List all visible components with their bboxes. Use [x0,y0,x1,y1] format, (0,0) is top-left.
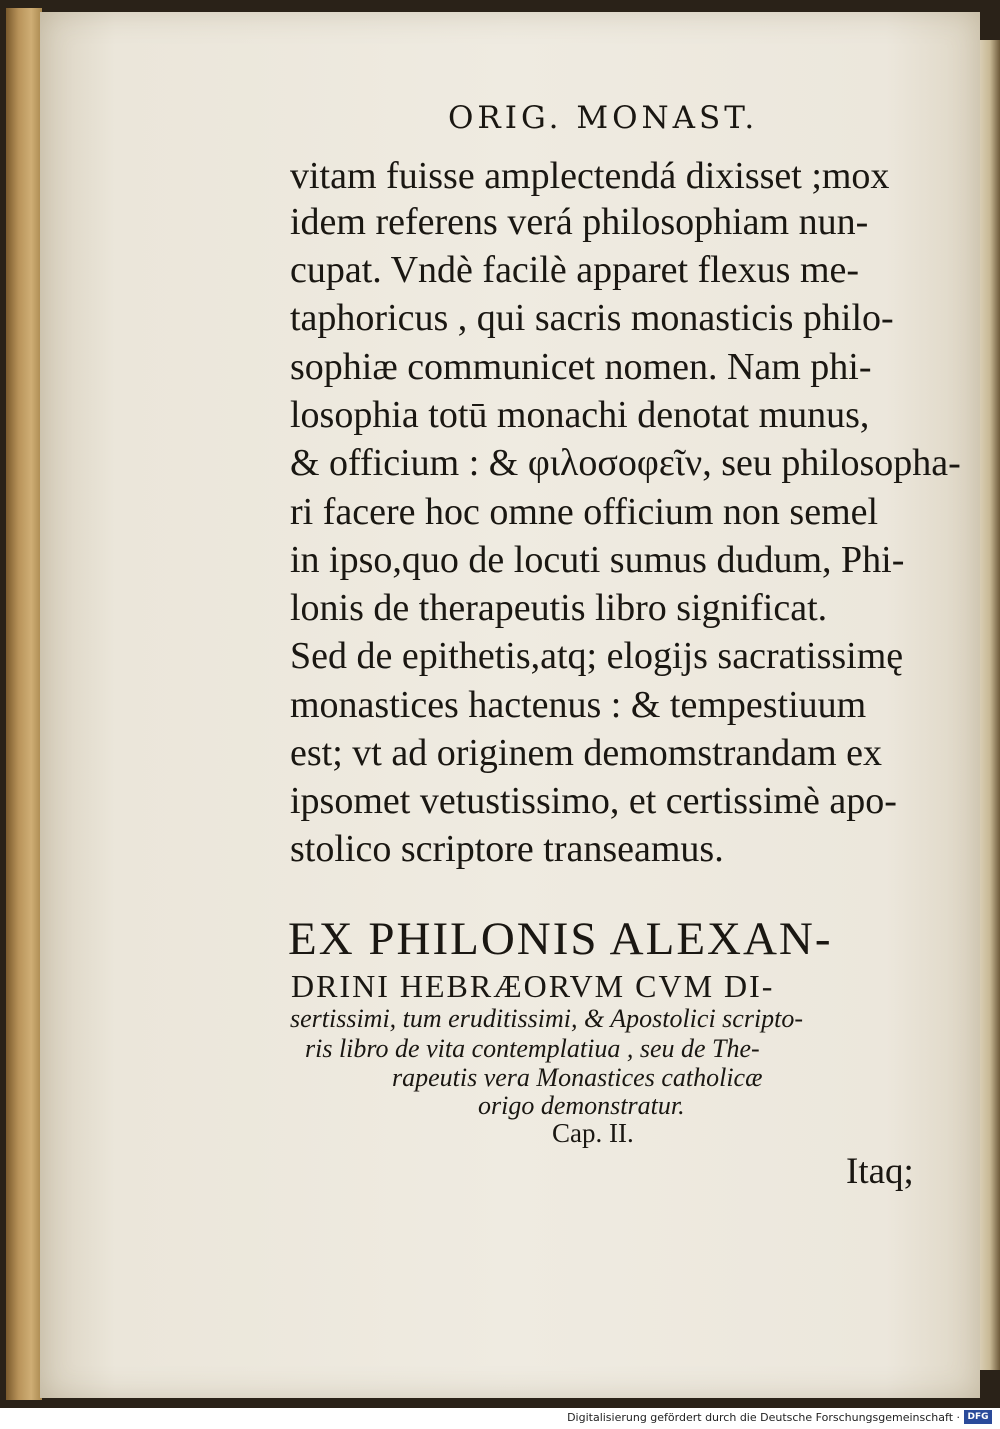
footer-credit: Digitalisierung gefördert durch die Deutsche Forschungsgemeinschaft · [567,1411,960,1424]
body-line: cupat. Vndè facilè apparet flexus me- [290,249,860,291]
body-line: monastices hactenus : & tempestiuum [290,684,867,726]
body-line: idem referens verá philosophiam nun- [290,201,869,243]
chapter-subtitle-line: rapeutis vera Monastices catholicæ [392,1063,763,1092]
body-line: taphoricus , qui sacris monasticis philo- [290,297,894,339]
body-line: Sed de epithetis,atq; elogijs sacratissimę [290,635,904,677]
chapter-heading-line-2: DRINI HEBRÆORVM CVM DI- [291,968,775,1004]
body-line: vitam fuisse amplectendá dixisset ;mox [290,155,890,197]
body-line: ri facere hoc omne officium non semel [290,491,879,533]
chapter-subtitle-line: ris libro de vita contemplatiua , seu de The- [305,1034,760,1063]
chapter-number: Cap. II. [552,1118,634,1148]
body-line: lonis de therapeutis libro significat. [290,587,828,629]
footer-bar [0,1408,1000,1429]
body-line: sophiæ communicet nomen. Nam phi- [290,346,872,388]
body-line: est; vt ad originem demomstrandam ex [290,732,883,774]
body-line: stolico scriptore transeamus. [290,828,724,870]
chapter-heading-line-1: EX PHILONIS ALEXAN- [288,913,833,965]
chapter-subtitle-line: origo demonstratur. [478,1091,685,1120]
body-line: losophia totū monachi denotat munus, [290,394,870,436]
body-line: in ipso,quo de locuti sumus dudum, Phi- [290,539,905,581]
catchword: Itaq; [846,1151,914,1192]
chapter-subtitle-line: sertissimi, tum eruditissimi, & Apostolici scripto- [290,1004,804,1033]
body-line: & officium : & φιλοσοφεῖν, seu philosopha- [290,442,961,484]
dfg-logo: DFG [964,1410,992,1424]
body-line: ipsomet vetustissimo, et certissimè apo- [290,780,897,822]
page-edge-left [6,8,42,1400]
running-head: ORIG. MONAST. [448,100,759,136]
